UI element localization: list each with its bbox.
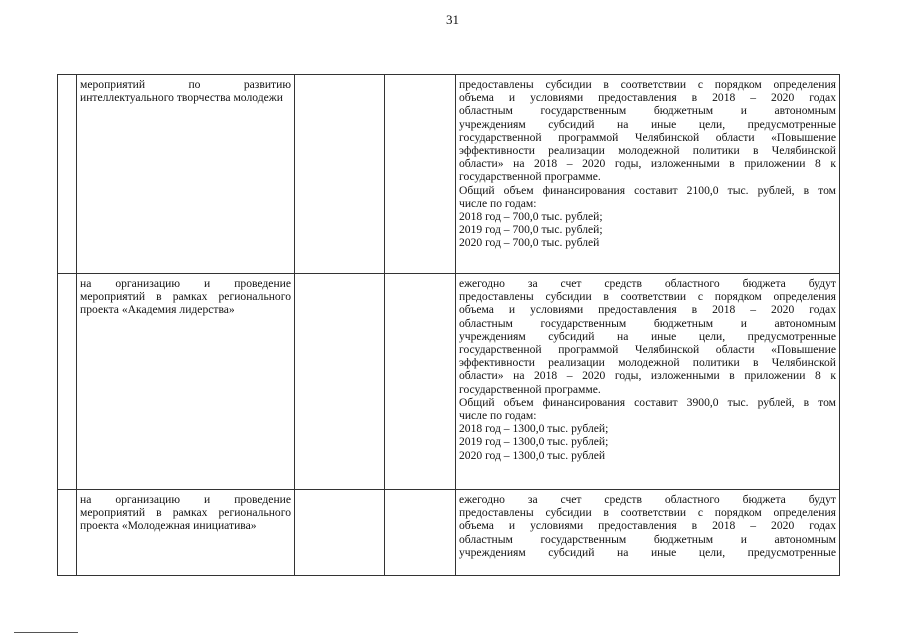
footnote-rule bbox=[14, 632, 78, 633]
empty-cell bbox=[385, 75, 456, 274]
description-line: учреждениям субсидий на иные цели, предусмотренные bbox=[459, 545, 836, 559]
activity-title: на организацию и проведение мероприятий в рамках регионального проекта «Молодежная инициатива» bbox=[80, 493, 291, 533]
table-row bbox=[58, 274, 840, 490]
description-line: ежегодно за счет средств областного бюджета будут bbox=[459, 493, 836, 506]
activity-title-cell bbox=[77, 274, 295, 490]
description-line: числе по годам: bbox=[459, 409, 537, 423]
document-table bbox=[57, 74, 840, 576]
empty-cell bbox=[385, 490, 456, 576]
description-line: 2019 год – 1300,0 тыс. рублей; bbox=[459, 435, 609, 449]
activity-title-cell bbox=[77, 75, 295, 274]
description-line: эффективности реализации молодежной политики в Челябинской bbox=[459, 356, 836, 370]
description-line: Общий объем финансирования составит 2100,0 тыс. рублей, в том bbox=[459, 183, 836, 197]
description-line: объема и условиями предоставления в 2018 – 2020 годах bbox=[459, 303, 836, 317]
table-row bbox=[58, 490, 840, 576]
funding-description-cell bbox=[456, 75, 840, 274]
description-line: Общий объем финансирования составит 3900,0 тыс. рублей, в том bbox=[459, 395, 836, 409]
description-line: эффективности реализации молодежной политики в Челябинской bbox=[459, 144, 836, 158]
description-line: государственной программе. bbox=[459, 382, 601, 396]
description-line: предоставлены субсидии в соответствии с порядком определения bbox=[459, 506, 836, 520]
description-line: числе по годам: bbox=[459, 196, 537, 210]
description-line: государственной программой Челябинской области «Повышение bbox=[459, 130, 836, 144]
description-line: области» на 2018 – 2020 годы, изложенными в приложении 8 к bbox=[459, 369, 836, 383]
page-number: 31 bbox=[446, 12, 459, 27]
table-row bbox=[58, 75, 840, 274]
activity-title: на организацию и проведение мероприятий в рамках регионального проекта «Академия лидерства» bbox=[80, 277, 291, 317]
description-line: учреждениям субсидий на иные цели, предусмотренные bbox=[459, 117, 836, 131]
description-line: 2018 год – 1300,0 тыс. рублей; bbox=[459, 422, 609, 436]
index-cell bbox=[58, 274, 77, 490]
description-line: области» на 2018 – 2020 годы, изложенными в приложении 8 к bbox=[459, 157, 836, 171]
description-line: областным государственным бюджетным и автономным bbox=[459, 104, 836, 118]
index-cell bbox=[58, 490, 77, 576]
description-line: государственной программой Челябинской области «Повышение bbox=[459, 343, 836, 357]
description-line: 2020 год – 1300,0 тыс. рублей bbox=[459, 448, 606, 462]
empty-cell bbox=[295, 490, 385, 576]
activity-title: мероприятий по развитию интеллектуального творчества молодежи bbox=[80, 78, 291, 105]
activity-title-cell bbox=[77, 490, 295, 576]
funding-description-cell bbox=[456, 490, 840, 576]
empty-cell bbox=[385, 274, 456, 490]
index-cell bbox=[58, 75, 77, 274]
description-line: 2018 год – 700,0 тыс. рублей; bbox=[459, 210, 603, 224]
description-line: областным государственным бюджетным и автономным bbox=[459, 316, 836, 330]
description-line: предоставлены субсидии в соответствии с порядком определения bbox=[459, 78, 836, 91]
empty-cell bbox=[295, 75, 385, 274]
description-line: государственной программе. bbox=[459, 170, 601, 184]
description-line: ежегодно за счет средств областного бюджета будут bbox=[459, 277, 836, 290]
funding-description-cell bbox=[456, 274, 840, 490]
description-line: объема и условиями предоставления в 2018 – 2020 годах bbox=[459, 91, 836, 105]
description-line: предоставлены субсидии в соответствии с порядком определения bbox=[459, 290, 836, 304]
description-line: 2020 год – 700,0 тыс. рублей bbox=[459, 236, 600, 250]
description-line: объема и условиями предоставления в 2018 – 2020 годах bbox=[459, 519, 836, 533]
description-line: учреждениям субсидий на иные цели, предусмотренные bbox=[459, 329, 836, 343]
description-line: областным государственным бюджетным и автономным bbox=[459, 532, 836, 546]
description-line: 2019 год – 700,0 тыс. рублей; bbox=[459, 223, 603, 237]
empty-cell bbox=[295, 274, 385, 490]
